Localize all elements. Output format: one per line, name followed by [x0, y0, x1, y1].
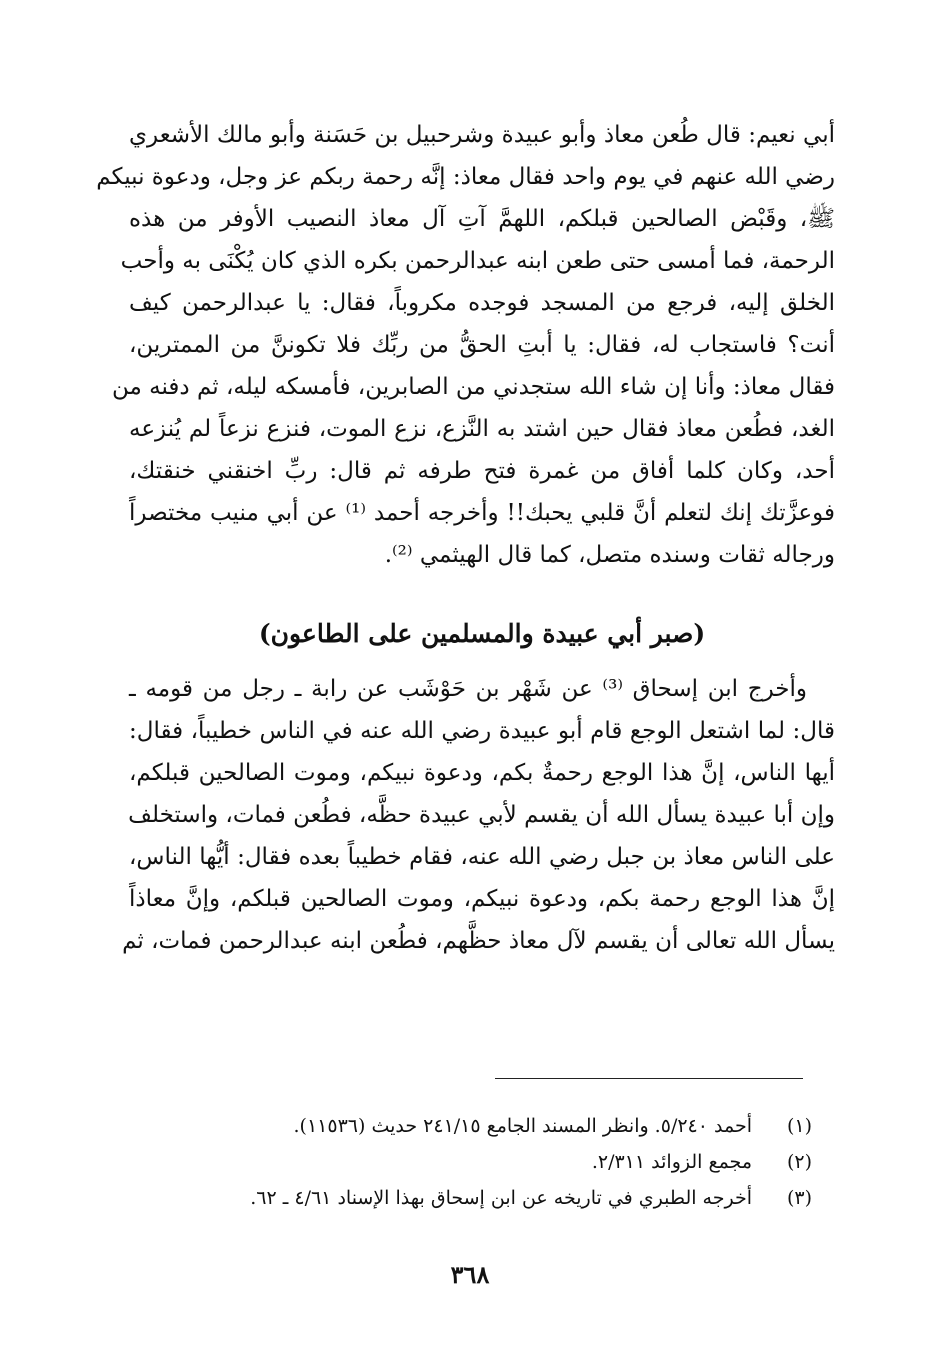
page-number: ٣٦٨	[450, 1260, 490, 1289]
text-line: أنت؟ فاستجاب له، فقال: يا أبتِ الحقُّ من ربِّك فلا تكوننَّ من الممترين،	[129, 332, 835, 358]
text-line: فقال معاذ: وأنا إن شاء الله ستجدني من الصابرين، فأمسكه ليله، ثم دفنه من	[112, 374, 835, 400]
footnote-text: أخرجه الطبري في تاريخه عن ابن إسحاق بهذا الإسناد ٤/٦١ ـ ٦٢.	[250, 1187, 752, 1209]
footnote-item	[172, 1108, 812, 1144]
text-line: ﷺ، وقَبْض الصالحين قبلكم، اللهمَّ آتِ آل معاذ النصيب الأوفر من هذه	[129, 206, 835, 232]
text-line: الخلق إليه، فرجع من المسجد فوجده مكروباً، فقال: يا عبدالرحمن كيف	[129, 290, 835, 316]
text-line: ورجاله ثقات وسنده متصل، كما قال الهيثمي ⁽²⁾.	[384, 542, 835, 568]
footnote-separator	[495, 1078, 803, 1079]
footnote-item	[172, 1180, 812, 1216]
footnote-text: مجمع الزوائد ٢/٣١١.	[591, 1151, 752, 1173]
text-line: رضي الله عنهم في يوم واحد فقال معاذ: إنَّه رحمة ربكم عز وجل، ودعوة نبيكم	[96, 164, 835, 190]
body-paragraph-1	[96, 114, 835, 576]
text-line: إنَّ هذا الوجع رحمة بكم، ودعوة نبيكم، وموت الصالحين قبلكم، وإنَّ معاذاً	[129, 886, 835, 912]
footnote-number: (٢)	[786, 1151, 812, 1173]
text-line: فوعزَّتك إنك لتعلم أنَّ قلبي يحبك!! وأخرجه أحمد ⁽¹⁾ عن أبي منيب مختصراً	[129, 500, 835, 526]
text-line: الغد، فطُعن معاذ فقال حين اشتد به النَّزع، نزع الموت، فنزع نزعاً لم يُنزعه	[129, 416, 835, 442]
text-line: وإن أبا عبيدة يسأل الله أن يقسم لأبي عبيدة حظَّه، فطُعن فمات، واستخلف	[128, 802, 835, 828]
text-line: على الناس معاذ بن جبل رضي الله عنه، فقام خطيباً بعده فقال: أيُّها الناس،	[129, 844, 835, 870]
text-line: أيها الناس، إنَّ هذا الوجع رحمةٌ بكم، ودعوة نبيكم، وموت الصالحين قبلكم،	[129, 760, 835, 786]
body-paragraph-2	[122, 668, 835, 962]
footnote-number: (١)	[786, 1115, 812, 1137]
footnote-number: (٣)	[786, 1187, 812, 1209]
text-line: يسأل الله تعالى أن يقسم لآل معاذ حظَّهم، فطُعن ابنه عبدالرحمن فمات، ثم	[122, 928, 835, 954]
text-line: الرحمة، فما أمسى حتى طعن ابنه عبدالرحمن بكره الذي كان يُكْنَى به وأحب	[120, 248, 835, 274]
text-line: أحد، وكان كلما أفاق من غمرة فتح طرفه ثم قال: ربِّ اخنقني خنقتك،	[129, 458, 835, 484]
footnote-item	[172, 1144, 812, 1180]
footnotes	[172, 1108, 812, 1216]
text-line: وأخرج ابن إسحاق ⁽³⁾ عن شَهْر بن حَوْشَب عن رابة ـ رجل من قومه ـ	[129, 676, 807, 702]
section-heading: (صبر أبي عبيدة والمسلمين على الطاعون)	[258, 619, 706, 648]
text-line: أبي نعيم: قال طُعن معاذ وأبو عبيدة وشرحبيل بن حَسَنة وأبو مالك الأشعري	[129, 122, 835, 148]
footnote-text: أحمد ٥/٢٤٠. وانظر المسند الجامع ٢٤١/١٥ حديث (١١٥٣٦).	[293, 1115, 752, 1137]
text-line: قال: لما اشتعل الوجع قام أبو عبيدة رضي الله عنه في الناس خطيباً، فقال:	[129, 718, 835, 744]
